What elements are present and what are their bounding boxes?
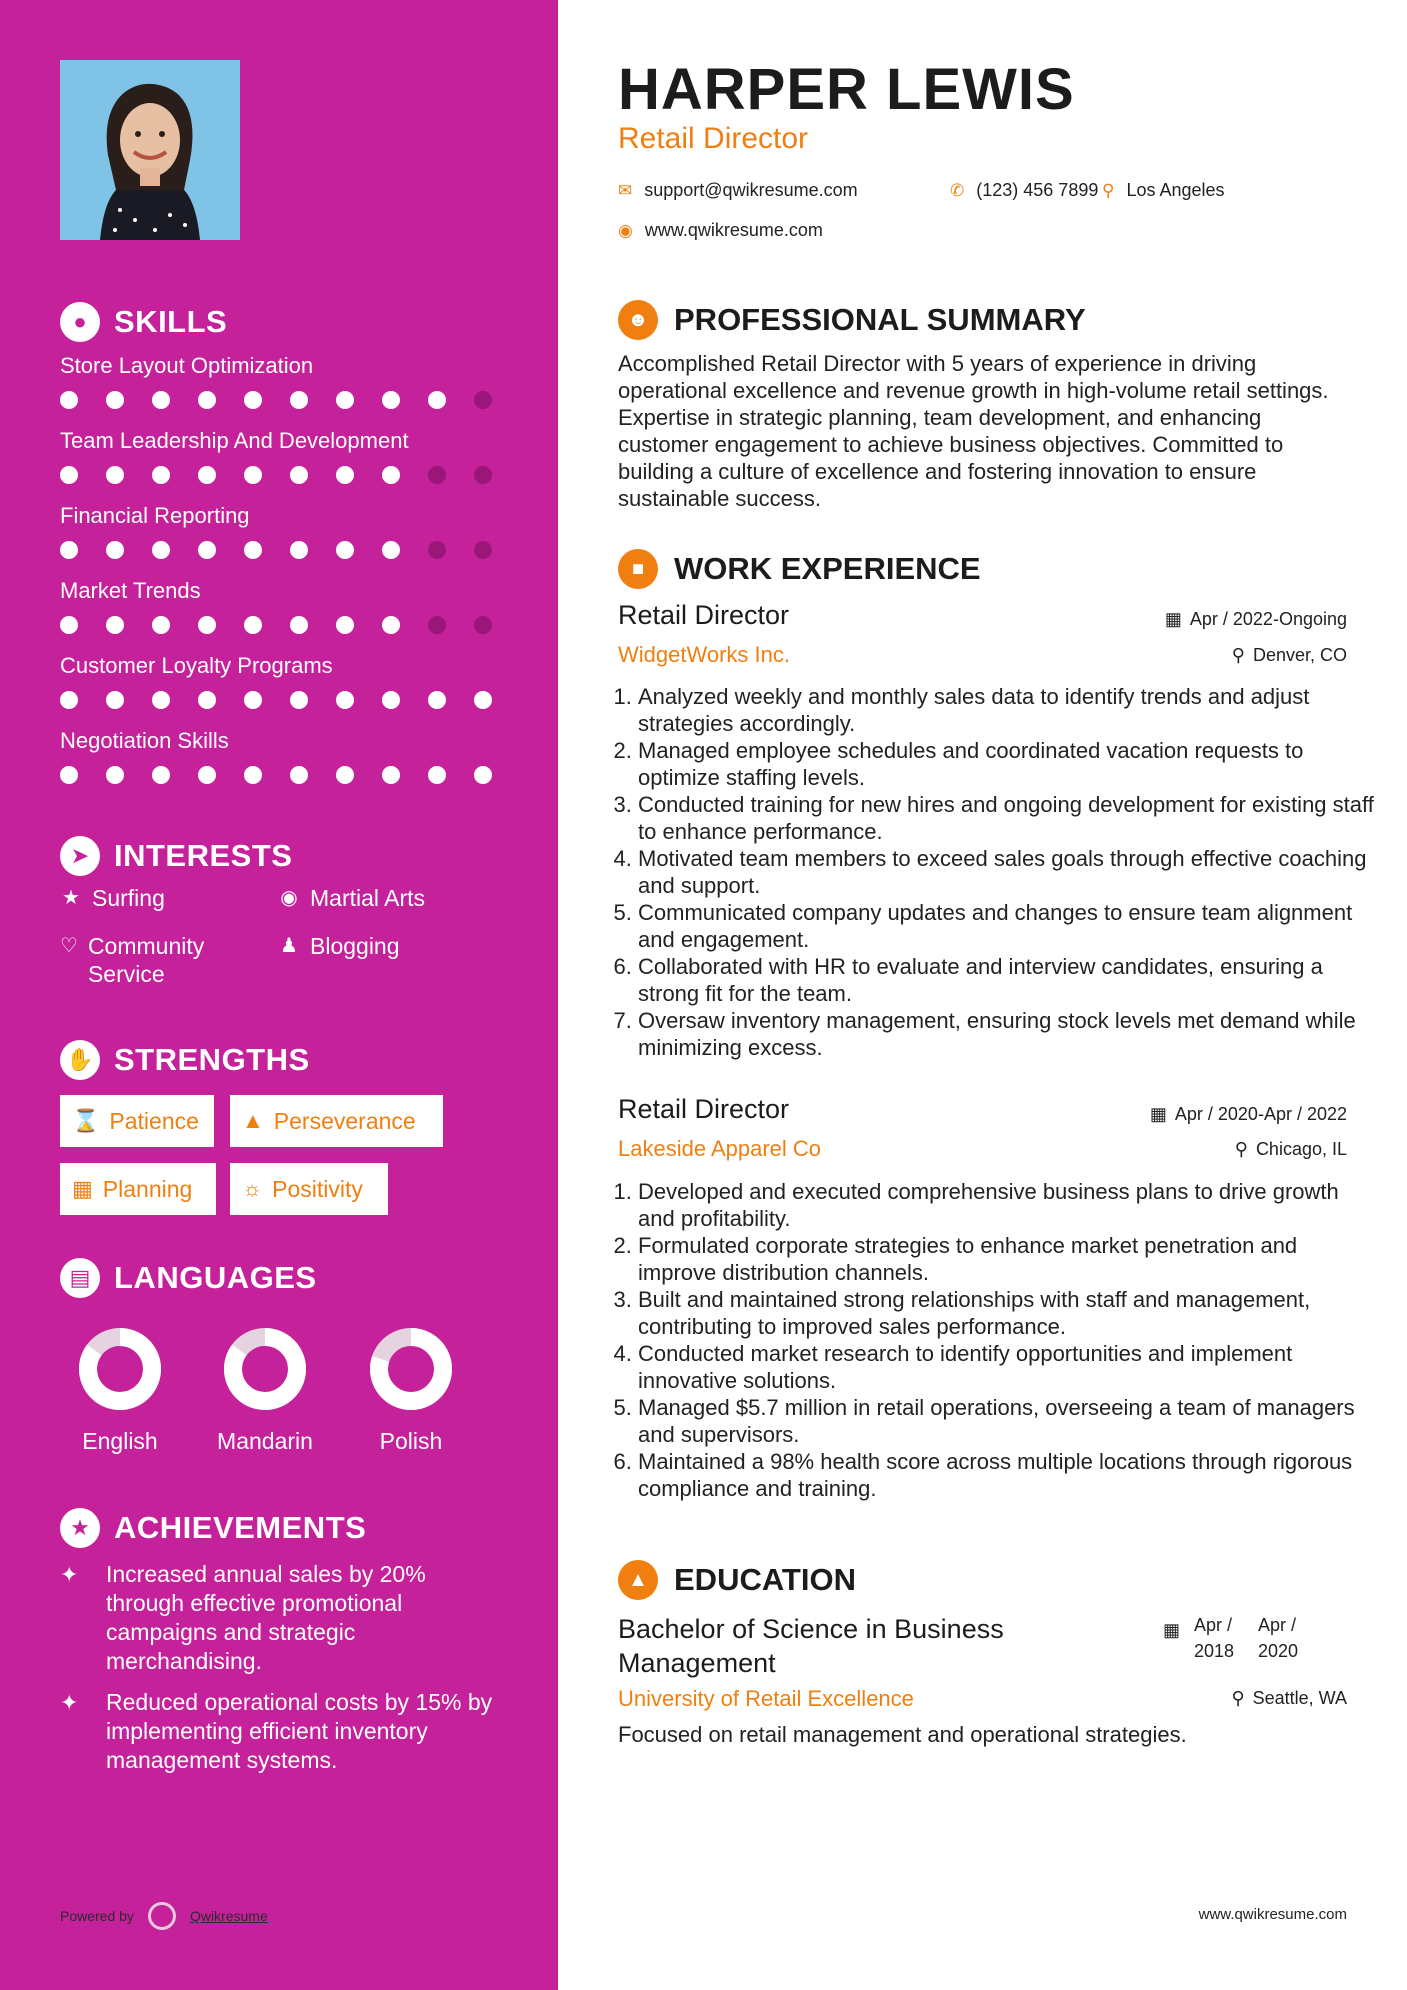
rating-dot (106, 616, 124, 634)
footer-url[interactable]: www.qwikresume.com (1198, 1906, 1347, 1923)
shooting-star-icon: ✦ (60, 1690, 79, 1715)
rating-dot (244, 766, 262, 784)
rating-dot (290, 541, 308, 559)
list-item: 3. Built and maintained strong relationships with staff and management, contributing to improved sales performance. (638, 1286, 1378, 1340)
rating-dot (428, 691, 446, 709)
list-item: 1. Developed and executed comprehensive business plans to drive growth and profitability. (638, 1178, 1378, 1232)
rating-dot (60, 466, 78, 484)
paper-plane-icon: ➤ (60, 836, 100, 876)
achievement-item: ✦ Increased annual sales by 20% through effective promotional campaigns and strategic merchandising. (60, 1561, 426, 1674)
rating-dot (474, 541, 492, 559)
map-pin-icon: ⚲ (1102, 180, 1115, 200)
list-item: 1. Analyzed weekly and monthly sales data to identify trends and adjust strategies accordingly. (638, 683, 1378, 737)
rating-dot (106, 391, 124, 409)
rating-dot (290, 466, 308, 484)
rating-dot (290, 766, 308, 784)
strength-badge: ⌛ Patience (60, 1095, 214, 1147)
shooting-star-icon: ✦ (60, 1562, 79, 1587)
rating-dot (198, 766, 216, 784)
rating-dot (382, 466, 400, 484)
powered-by: Powered by Qwikresume (60, 1902, 268, 1930)
job-location: ⚲ Denver, CO (1231, 645, 1347, 665)
strength-badge: ☼ Positivity (230, 1163, 388, 1215)
language-label: Mandarin (217, 1428, 313, 1454)
rating-dot (474, 691, 492, 709)
skill-rating (60, 391, 492, 409)
contact-location: ⚲ Los Angeles (1102, 180, 1225, 200)
qwikresume-logo-icon (148, 1902, 176, 1930)
road-icon: ▲ (242, 1108, 264, 1133)
globe-icon: ◉ (280, 887, 298, 909)
education-description: Focused on retail management and operational strategies. (618, 1722, 1187, 1747)
rating-dot (152, 466, 170, 484)
interest-item: ◉ Martial Arts (278, 884, 425, 912)
rating-dot (152, 691, 170, 709)
rating-dot (336, 766, 354, 784)
calendar-icon: ▦ (72, 1176, 93, 1201)
rating-dot (336, 391, 354, 409)
list-item: 2. Managed employee schedules and coordinated vacation requests to optimize staffing levels. (638, 737, 1378, 791)
education-location: ⚲ Seattle, WA (1231, 1688, 1347, 1708)
rating-dot (290, 616, 308, 634)
phone-icon: ✆ (950, 180, 965, 200)
candidate-name: HARPER LEWIS (618, 57, 1075, 122)
rating-dot (382, 691, 400, 709)
rating-dot (198, 616, 216, 634)
rating-dot (336, 466, 354, 484)
interest-item: ★ Surfing (60, 884, 165, 912)
achievement-item: ✦ Reduced operational costs by 15% by implementing efficient inventory management systems. (60, 1689, 493, 1773)
interest-item: ♡ Community Service (60, 933, 205, 987)
job-title: Retail Director (618, 1094, 790, 1124)
rating-dot (244, 691, 262, 709)
star-icon: ★ (60, 1508, 100, 1548)
graduation-cap-icon: ▲ (618, 1560, 658, 1600)
skill-name: Negotiation Skills (60, 728, 229, 753)
rating-dot (244, 466, 262, 484)
candidate-title: Retail Director (618, 122, 809, 155)
education-dates: ▦ Apr / 2018 Apr / 2020 (1163, 1612, 1308, 1664)
job-bullets (618, 683, 1378, 1061)
rating-dot (290, 691, 308, 709)
hourglass-icon: ⌛ (72, 1108, 100, 1133)
star-icon: ★ (62, 887, 80, 909)
rating-dot (106, 691, 124, 709)
skill-name: Store Layout Optimization (60, 353, 314, 378)
rating-dot (106, 466, 124, 484)
rating-dot (382, 616, 400, 634)
job-dates: ▦ Apr / 2020-Apr / 2022 (1149, 1104, 1347, 1124)
list-item: 6. Maintained a 98% health score across multiple locations through rigorous compliance and training. (638, 1448, 1378, 1502)
contact-website[interactable]: ◉ www.qwikresume.com (618, 220, 823, 240)
rating-dot (244, 391, 262, 409)
main-content (558, 0, 1407, 1990)
skill-name: Team Leadership And Development (60, 428, 409, 453)
skill-rating (60, 766, 492, 784)
skills-heading: ● SKILLS (60, 302, 227, 342)
rating-dot (428, 466, 446, 484)
rating-dot (198, 391, 216, 409)
pin-icon: ⚲ (1231, 1688, 1245, 1708)
rating-dot (152, 766, 170, 784)
skill-name: Market Trends (60, 578, 201, 603)
list-item: 2. Formulated corporate strategies to enhance market penetration and improve distribution channels. (638, 1232, 1378, 1286)
skill-rating (60, 541, 492, 559)
rating-dot (60, 766, 78, 784)
calendar-icon: ▦ (1163, 1620, 1181, 1640)
rating-dot (152, 541, 170, 559)
rating-dot (198, 691, 216, 709)
language-donut (368, 1326, 454, 1412)
summary-text: Accomplished Retail Director with 5 years of experience in driving operational excellence and revenue growth in high-volume retail settings. Expertise in strategic planning, team development, and enhancing customer engagement to achieve business objectives. Committed to building a culture of excellence and fostering innovation to ensure sustainable success. (618, 351, 1329, 511)
rating-dot (474, 766, 492, 784)
rating-dot (152, 616, 170, 634)
school-name: University of Retail Excellence (618, 1686, 914, 1711)
experience-heading: ■ WORK EXPERIENCE (618, 549, 981, 589)
rating-dot (198, 541, 216, 559)
rating-dot (60, 691, 78, 709)
fist-icon: ✋ (60, 1040, 100, 1080)
globe-icon: ◉ (618, 220, 633, 240)
pin-icon: ⚲ (1234, 1139, 1248, 1159)
calendar-icon: ▦ (1149, 1104, 1167, 1124)
interests-heading: ➤ INTERESTS (60, 836, 292, 876)
language-label: Polish (379, 1428, 443, 1454)
rating-dot (428, 391, 446, 409)
hand-icon: ♡ (60, 935, 78, 957)
pin-icon: ⚲ (1231, 645, 1245, 665)
skill-name: Financial Reporting (60, 503, 250, 528)
list-item: 4. Conducted market research to identify opportunities and implement innovative solutions. (638, 1340, 1378, 1394)
job-dates: ▦ Apr / 2022-Ongoing (1164, 609, 1347, 629)
job-company: WidgetWorks Inc. (618, 642, 790, 667)
rating-dot (336, 691, 354, 709)
rating-dot (198, 466, 216, 484)
skill-rating (60, 466, 492, 484)
language-label: English (82, 1428, 158, 1454)
interest-item: ♟ Blogging (278, 932, 400, 960)
users-icon: ♟ (280, 935, 298, 957)
rating-dot (428, 616, 446, 634)
skill-rating (60, 616, 492, 634)
skill-name: Customer Loyalty Programs (60, 653, 333, 678)
language-icon: ▤ (60, 1258, 100, 1298)
rating-dot (244, 616, 262, 634)
rating-dot (336, 616, 354, 634)
list-item: 7. Oversaw inventory management, ensuring stock levels met demand while minimizing excess. (638, 1007, 1378, 1061)
list-item: 5. Managed $5.7 million in retail operations, overseeing a team of managers and supervisors. (638, 1394, 1378, 1448)
language-donut (222, 1326, 308, 1412)
job-location: ⚲ Chicago, IL (1234, 1139, 1347, 1159)
skill-rating (60, 691, 492, 709)
rating-dot (428, 766, 446, 784)
languages-heading: ▤ LANGUAGES (60, 1258, 317, 1298)
rating-dot (474, 391, 492, 409)
education-heading: ▲ EDUCATION (618, 1560, 856, 1600)
job-bullets (618, 1178, 1378, 1502)
degree-title: Bachelor of Science in Business Management (618, 1614, 1004, 1678)
strengths-heading: ✋ STRENGTHS (60, 1040, 310, 1080)
rating-dot (152, 391, 170, 409)
contact-phone: ✆ (123) 456 7899 (950, 180, 1099, 200)
rating-dot (106, 541, 124, 559)
rating-dot (382, 391, 400, 409)
rating-dot (474, 466, 492, 484)
user-icon: ☻ (618, 300, 658, 340)
rating-dot (60, 541, 78, 559)
lightbulb-icon: ● (60, 302, 100, 342)
language-donut (77, 1326, 163, 1412)
rating-dot (382, 766, 400, 784)
strength-badge: ▦ Planning (60, 1163, 216, 1215)
rating-dot (106, 766, 124, 784)
list-item: 3. Conducted training for new hires and ongoing development for existing staff to enhance performance. (638, 791, 1378, 845)
profile-photo (60, 60, 240, 240)
briefcase-icon: ■ (618, 549, 658, 589)
rating-dot (474, 616, 492, 634)
rating-dot (382, 541, 400, 559)
sidebar (0, 0, 558, 1990)
list-item: 4. Motivated team members to exceed sales goals through effective coaching and support. (638, 845, 1378, 899)
job-company: Lakeside Apparel Co (618, 1136, 822, 1161)
rating-dot (336, 541, 354, 559)
rating-dot (290, 391, 308, 409)
strength-badge: ▲ Perseverance (230, 1095, 443, 1147)
rating-dot (428, 541, 446, 559)
rating-dot (60, 391, 78, 409)
calendar-icon: ▦ (1164, 609, 1182, 629)
rating-dot (244, 541, 262, 559)
rating-dot (60, 616, 78, 634)
powered-by-link[interactable]: Qwikresume (189, 1908, 268, 1924)
achievements-heading: ★ ACHIEVEMENTS (60, 1508, 366, 1548)
summary-heading: ☻ PROFESSIONAL SUMMARY (618, 300, 1086, 340)
list-item: 5. Communicated company updates and changes to ensure team alignment and engagement. (638, 899, 1378, 953)
job-title: Retail Director (618, 600, 790, 630)
envelope-icon: ✉ (618, 180, 633, 200)
list-item: 6. Collaborated with HR to evaluate and interview candidates, ensuring a strong fit for the team. (638, 953, 1378, 1007)
contact-email[interactable]: ✉ support@qwikresume.com (618, 180, 858, 200)
sun-icon: ☼ (242, 1176, 263, 1201)
